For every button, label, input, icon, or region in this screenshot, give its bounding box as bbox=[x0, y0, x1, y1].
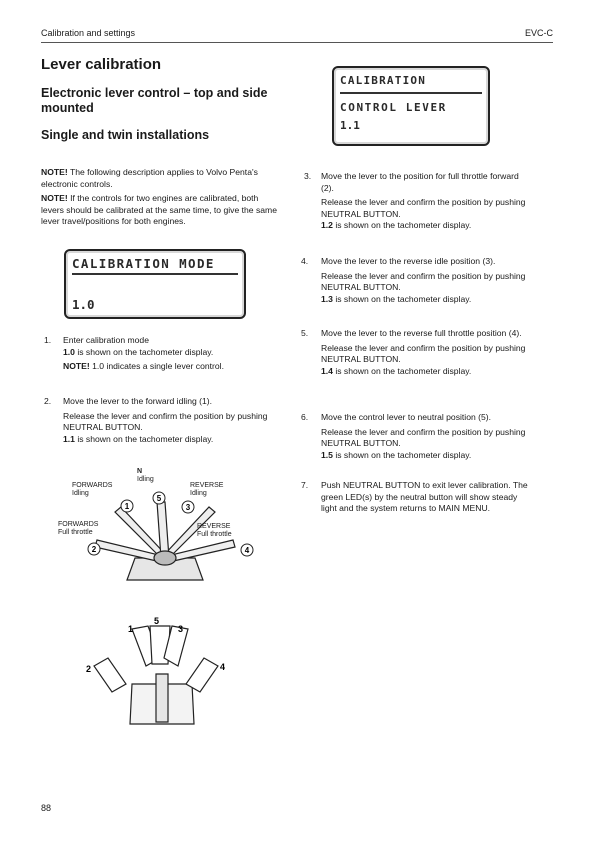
step-instruction: Move the control lever to neutral position (5). bbox=[321, 412, 492, 422]
step-6 bbox=[321, 412, 534, 464]
lcd-divider bbox=[340, 92, 482, 94]
running-header-left: Calibration and settings bbox=[41, 28, 136, 38]
note-volvo-controls bbox=[41, 167, 281, 190]
running-header-right: EVC-C bbox=[524, 28, 553, 38]
position-2-label: 2 bbox=[91, 545, 97, 554]
step-display-code: 1.2 is shown on the tachometer display. bbox=[321, 220, 472, 231]
lcd-divider bbox=[72, 273, 238, 275]
position-3-label: 3 bbox=[185, 503, 191, 512]
neutral-idling-label: Idling bbox=[137, 476, 154, 483]
step-instruction: Move the lever to the reverse full throttle position (4). bbox=[321, 328, 522, 338]
step-number: 2. bbox=[44, 396, 52, 406]
note-label: NOTE! bbox=[41, 167, 68, 177]
lcd-line-1: CALIBRATION bbox=[340, 74, 427, 87]
note-twin-engines bbox=[41, 193, 281, 228]
reverse-full-label: REVERSE Full throttle bbox=[197, 523, 232, 538]
position-3-label: 3 bbox=[178, 624, 184, 634]
position-4-label: 4 bbox=[220, 662, 226, 672]
forward-full-label: FORWARDS Full throttle bbox=[58, 521, 99, 536]
page-title: Lever calibration bbox=[41, 56, 162, 73]
lcd-line-1: CALIBRATION MODE bbox=[72, 256, 215, 271]
step-number: 7. bbox=[301, 480, 309, 490]
side-mount-lever-diagram bbox=[80, 614, 240, 734]
step-confirm: Release the lever and confirm the position by pushing NEUTRAL BUTTON. bbox=[63, 410, 268, 433]
step-5 bbox=[321, 328, 536, 380]
note-text: If the controls for two engines are calibrated, both levers should be calibrated at the same time, to give the same lever travel/positions for both engines. bbox=[41, 193, 277, 227]
reverse-idling-label: REVERSE Idling bbox=[190, 482, 224, 497]
step-2 bbox=[63, 396, 283, 448]
step-number: 3. bbox=[304, 171, 312, 181]
step-4 bbox=[321, 256, 534, 308]
step-instruction: Push NEUTRAL BUTTON to exit lever calibration. The green LED(s) by the neutral button will show steady light and the system returns to MAIN MENU. bbox=[321, 480, 528, 514]
step-number: 1. bbox=[44, 335, 52, 345]
neutral-label: N bbox=[137, 468, 143, 475]
step-1 bbox=[63, 335, 283, 376]
section-heading-mounting: Electronic lever control – top and side mounted bbox=[41, 86, 268, 115]
position-1-label: 1 bbox=[128, 624, 134, 634]
position-5-label: 5 bbox=[154, 616, 160, 626]
step-display-code: 1.3 is shown on the tachometer display. bbox=[321, 293, 472, 304]
step-display-code: 1.5 is shown on the tachometer display. bbox=[321, 449, 472, 460]
step-number: 6. bbox=[301, 412, 309, 422]
step-number: 5. bbox=[301, 328, 309, 338]
note-text: The following description applies to Volvo Penta's electronic controls. bbox=[41, 167, 258, 189]
step-note: NOTE! 1.0 indicates a single lever control. bbox=[63, 361, 224, 372]
step-instruction: Move the lever to the position for full throttle forward (2). bbox=[321, 171, 519, 193]
lcd-calibration-mode bbox=[64, 249, 246, 319]
note-label: NOTE! bbox=[41, 193, 68, 203]
lcd-line-2: CONTROL LEVER bbox=[340, 101, 447, 114]
position-5-label: 5 bbox=[156, 494, 162, 503]
step-confirm: Release the lever and confirm the position by pushing NEUTRAL BUTTON. bbox=[321, 270, 526, 293]
step-7 bbox=[321, 480, 534, 518]
position-4-label: 4 bbox=[244, 546, 250, 555]
section-heading-installations: Single and twin installations bbox=[41, 128, 210, 142]
step-number: 4. bbox=[301, 256, 309, 266]
position-1-label: 1 bbox=[124, 502, 130, 511]
step-confirm: Release the lever and confirm the position by pushing NEUTRAL BUTTON. bbox=[321, 197, 526, 219]
step-instruction: Enter calibration mode bbox=[63, 335, 149, 345]
step-3 bbox=[321, 171, 534, 235]
forward-idling-label: FORWARDS Idling bbox=[72, 482, 113, 497]
step-display-code: 1.4 is shown on the tachometer display. bbox=[321, 365, 472, 376]
lcd-control-lever bbox=[332, 66, 490, 146]
header-divider bbox=[41, 42, 553, 43]
step-display-code: 1.0 is shown on the tachometer display. bbox=[63, 346, 214, 357]
step-instruction: Move the lever to the forward idling (1). bbox=[63, 396, 213, 406]
step-instruction: Move the lever to the reverse idle position (3). bbox=[321, 256, 496, 266]
lcd-line-2: 1.0 bbox=[72, 297, 95, 312]
position-2-label: 2 bbox=[86, 664, 92, 674]
step-display-code: 1.1 is shown on the tachometer display. bbox=[63, 433, 214, 444]
step-confirm: Release the lever and confirm the position by pushing NEUTRAL BUTTON. bbox=[321, 426, 526, 449]
page-number: 88 bbox=[41, 803, 52, 813]
lcd-line-3: 1.1 bbox=[340, 119, 360, 132]
step-confirm: Release the lever and confirm the position by pushing NEUTRAL BUTTON. bbox=[321, 342, 526, 365]
